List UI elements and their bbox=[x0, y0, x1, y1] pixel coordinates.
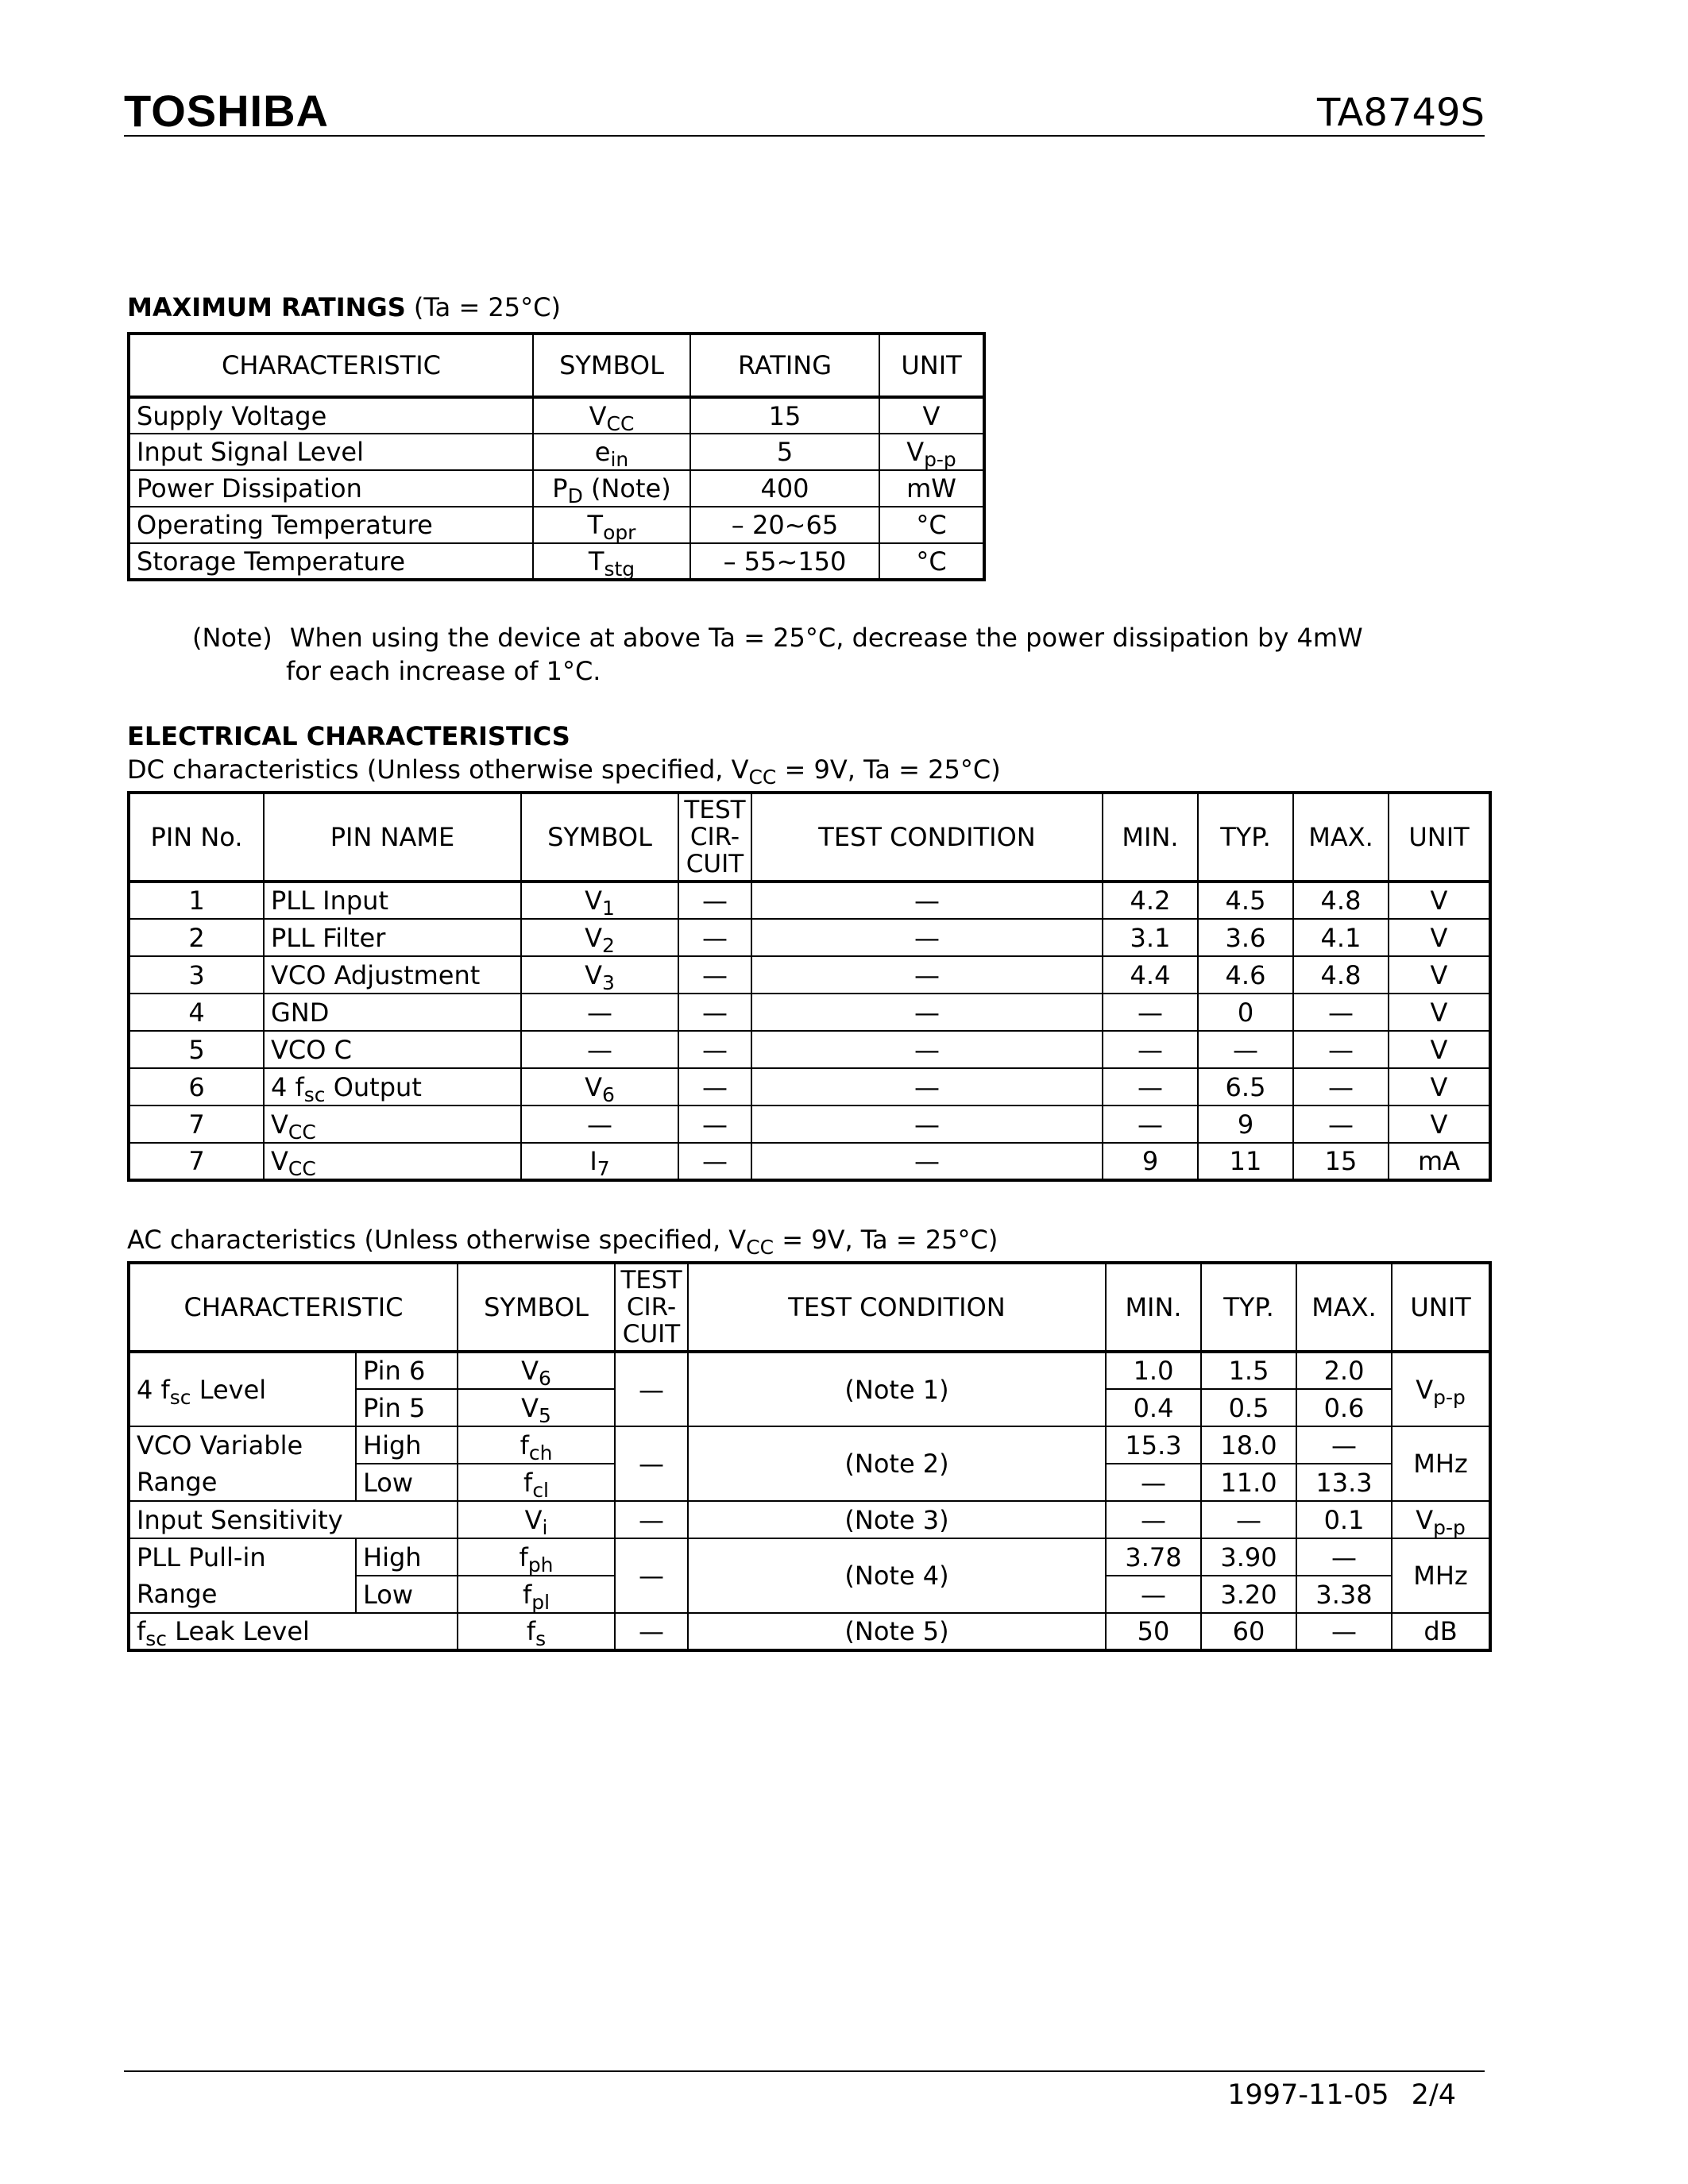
col-header: UNIT bbox=[1392, 1263, 1490, 1352]
cell-symbol: $f_{ph}$ bbox=[458, 1538, 615, 1576]
cell-sub-label: High bbox=[356, 1538, 458, 1576]
cell-typ: — bbox=[1201, 1501, 1296, 1538]
cell-pin-name: 4 $f_{sc}$ Output bbox=[264, 1068, 521, 1106]
note-text-line1: When using the device at above Ta = 25°C, decrease the power dissipation by 4mW bbox=[289, 623, 1363, 653]
cell-typ: 60 bbox=[1201, 1613, 1296, 1650]
cell-condition: — bbox=[751, 1031, 1103, 1068]
cell-circuit: — bbox=[615, 1613, 688, 1650]
max-ratings-table bbox=[127, 332, 986, 581]
cell-max: — bbox=[1296, 1426, 1392, 1464]
cell-unit: V bbox=[1389, 919, 1490, 956]
cell-sub-label: High bbox=[356, 1426, 458, 1464]
cell-sub-label: Low bbox=[356, 1464, 458, 1501]
table-row bbox=[129, 397, 984, 434]
cell-max: 4.1 bbox=[1293, 919, 1389, 956]
cell-min: — bbox=[1103, 1106, 1198, 1143]
cell-condition: (Note 3) bbox=[688, 1501, 1106, 1538]
max-ratings-note bbox=[192, 621, 1363, 654]
table-row bbox=[129, 1068, 1490, 1106]
ac-caption: AC characteristics (Unless otherwise specified, $V_{CC} = 9V$, Ta = 25°C) bbox=[127, 1225, 999, 1259]
cell-min: 3.78 bbox=[1106, 1538, 1201, 1576]
col-header: TYP. bbox=[1198, 793, 1293, 882]
cell-condition: — bbox=[751, 919, 1103, 956]
cell-symbol: $V_5$ bbox=[458, 1389, 615, 1426]
dc-caption: DC characteristics (Unless otherwise specified, $V_{CC} = 9V$, Ta = 25°C) bbox=[127, 754, 1001, 789]
note-label: (Note) bbox=[192, 623, 272, 653]
table-row bbox=[129, 919, 1490, 956]
cell-condition: — bbox=[751, 882, 1103, 919]
cell-pin-name: GND bbox=[264, 994, 521, 1031]
cell-circuit: — bbox=[678, 994, 751, 1031]
cell-condition: (Note 5) bbox=[688, 1613, 1106, 1650]
cell-max: 0.6 bbox=[1296, 1389, 1392, 1426]
cell-min: — bbox=[1106, 1501, 1201, 1538]
cell-circuit: — bbox=[615, 1426, 688, 1501]
cell-circuit: — bbox=[678, 1106, 751, 1143]
part-number: TA8749S bbox=[1316, 91, 1485, 135]
cell-typ: 9 bbox=[1198, 1106, 1293, 1143]
cell-circuit: — bbox=[678, 956, 751, 994]
cell-unit: $V_{p-p}$ bbox=[879, 434, 984, 470]
cell-unit: MHz bbox=[1392, 1426, 1490, 1501]
cell-pin: 4 bbox=[129, 994, 264, 1031]
cell-typ: 18.0 bbox=[1201, 1426, 1296, 1464]
cell-unit: °C bbox=[879, 543, 984, 580]
cell-typ: 4.5 bbox=[1198, 882, 1293, 919]
cell-unit: MHz bbox=[1392, 1538, 1490, 1613]
cell-characteristic: Operating Temperature bbox=[129, 507, 533, 543]
cell-unit: V bbox=[879, 397, 984, 434]
cell-symbol: $V_1$ bbox=[521, 882, 678, 919]
cell-unit: V bbox=[1389, 1106, 1490, 1143]
cell-max: 4.8 bbox=[1293, 956, 1389, 994]
cell-typ: 3.20 bbox=[1201, 1576, 1296, 1613]
cell-pin-name: VCO C bbox=[264, 1031, 521, 1068]
table-row bbox=[129, 470, 984, 507]
footer-divider bbox=[124, 2070, 1485, 2072]
cell-max: 2.0 bbox=[1296, 1352, 1392, 1389]
cell-min: 1.0 bbox=[1106, 1352, 1201, 1389]
table-row bbox=[129, 1538, 1490, 1576]
cell-characteristic: VCO Variable Range bbox=[129, 1426, 356, 1501]
cell-typ: 6.5 bbox=[1198, 1068, 1293, 1106]
col-header: MIN. bbox=[1103, 793, 1198, 882]
table-header-row bbox=[129, 1263, 1490, 1352]
cell-circuit: — bbox=[678, 882, 751, 919]
cell-pin: 6 bbox=[129, 1068, 264, 1106]
col-header: UNIT bbox=[879, 334, 984, 397]
col-header: MAX. bbox=[1293, 793, 1389, 882]
cell-circuit: — bbox=[615, 1538, 688, 1613]
cell-pin: 5 bbox=[129, 1031, 264, 1068]
cell-min: — bbox=[1103, 994, 1198, 1031]
col-header: MIN. bbox=[1106, 1263, 1201, 1352]
cell-characteristic: 4 $f_{sc}$ Level bbox=[129, 1352, 356, 1426]
cell-unit: mW bbox=[879, 470, 984, 507]
cell-max: 4.8 bbox=[1293, 882, 1389, 919]
table-header-row bbox=[129, 334, 984, 397]
note-text-line2: for each increase of 1°C. bbox=[286, 656, 601, 686]
cell-symbol: $e_{in}$ bbox=[533, 434, 690, 470]
cell-rating: 5 bbox=[690, 434, 879, 470]
cell-min: 4.4 bbox=[1103, 956, 1198, 994]
cell-characteristic: Power Dissipation bbox=[129, 470, 533, 507]
cell-unit: $V_{p-p}$ bbox=[1392, 1501, 1490, 1538]
cell-symbol: $P_D$ (Note) bbox=[533, 470, 690, 507]
cell-circuit: — bbox=[678, 919, 751, 956]
cell-circuit: — bbox=[615, 1352, 688, 1426]
cell-typ: 1.5 bbox=[1201, 1352, 1296, 1389]
cell-condition: (Note 1) bbox=[688, 1352, 1106, 1426]
table-row bbox=[129, 1143, 1490, 1180]
cell-max: — bbox=[1293, 994, 1389, 1031]
cell-condition: (Note 4) bbox=[688, 1538, 1106, 1613]
table-row bbox=[129, 882, 1490, 919]
footer-page-number: 2/4 bbox=[1411, 2079, 1456, 2111]
table-row bbox=[129, 1501, 1490, 1538]
cell-min: 50 bbox=[1106, 1613, 1201, 1650]
cell-circuit: — bbox=[678, 1068, 751, 1106]
table-row bbox=[129, 1426, 1490, 1464]
col-header: TEST CONDITION bbox=[688, 1263, 1106, 1352]
cell-pin: 2 bbox=[129, 919, 264, 956]
cell-pin-name: PLL Input bbox=[264, 882, 521, 919]
cell-unit: V bbox=[1389, 956, 1490, 994]
max-ratings-title: MAXIMUM RATINGS bbox=[127, 292, 406, 322]
cell-pin: 7 bbox=[129, 1106, 264, 1143]
cell-unit: V bbox=[1389, 882, 1490, 919]
cell-max: 13.3 bbox=[1296, 1464, 1392, 1501]
col-header: SYMBOL bbox=[533, 334, 690, 397]
brand-logo: TOSHIBA bbox=[124, 86, 329, 136]
table-row bbox=[129, 1613, 1490, 1650]
cell-max: 3.38 bbox=[1296, 1576, 1392, 1613]
cell-characteristic: Input Sensitivity bbox=[129, 1501, 458, 1538]
table-row bbox=[129, 956, 1490, 994]
cell-max: — bbox=[1296, 1613, 1392, 1650]
cell-min: 4.2 bbox=[1103, 882, 1198, 919]
cell-symbol: $V_3$ bbox=[521, 956, 678, 994]
col-header: CHARACTERISTIC bbox=[129, 334, 533, 397]
cell-sub-label: Low bbox=[356, 1576, 458, 1613]
cell-rating: – 55~150 bbox=[690, 543, 879, 580]
col-header: UNIT bbox=[1389, 793, 1490, 882]
col-header-test-circuit: TEST CIR- CUIT bbox=[615, 1263, 688, 1352]
cell-min: 15.3 bbox=[1106, 1426, 1201, 1464]
cell-typ: 0.5 bbox=[1201, 1389, 1296, 1426]
cell-rating: – 20~65 bbox=[690, 507, 879, 543]
cell-condition: — bbox=[751, 1106, 1103, 1143]
cell-min: — bbox=[1103, 1068, 1198, 1106]
col-header: TYP. bbox=[1201, 1263, 1296, 1352]
cell-symbol: — bbox=[521, 1106, 678, 1143]
cell-symbol: $V_6$ bbox=[458, 1352, 615, 1389]
table-row bbox=[129, 543, 984, 580]
cell-condition: — bbox=[751, 1143, 1103, 1180]
col-header-test-circuit: TEST CIR- CUIT bbox=[678, 793, 751, 882]
cell-pin-name: PLL Filter bbox=[264, 919, 521, 956]
cell-unit: V bbox=[1389, 994, 1490, 1031]
cell-unit: mA bbox=[1389, 1143, 1490, 1180]
cell-max: — bbox=[1293, 1068, 1389, 1106]
table-row bbox=[129, 1352, 1490, 1389]
cell-typ: 11 bbox=[1198, 1143, 1293, 1180]
cell-pin-name: VCO Adjustment bbox=[264, 956, 521, 994]
cell-min: 0.4 bbox=[1106, 1389, 1201, 1426]
cell-condition: (Note 2) bbox=[688, 1426, 1106, 1501]
footer-date: 1997-11-05 bbox=[1227, 2079, 1389, 2111]
cell-unit: dB bbox=[1392, 1613, 1490, 1650]
col-header: MAX. bbox=[1296, 1263, 1392, 1352]
cell-characteristic: Storage Temperature bbox=[129, 543, 533, 580]
cell-characteristic: PLL Pull-in Range bbox=[129, 1538, 356, 1613]
cell-max: 0.1 bbox=[1296, 1501, 1392, 1538]
cell-condition: — bbox=[751, 956, 1103, 994]
footer bbox=[1227, 2076, 1456, 2114]
cell-unit: $V_{p-p}$ bbox=[1392, 1352, 1490, 1426]
cell-min: 9 bbox=[1103, 1143, 1198, 1180]
cell-max: — bbox=[1293, 1106, 1389, 1143]
table-row bbox=[129, 507, 984, 543]
cell-typ: 11.0 bbox=[1201, 1464, 1296, 1501]
cell-max: — bbox=[1293, 1031, 1389, 1068]
cell-circuit: — bbox=[678, 1143, 751, 1180]
table-row bbox=[129, 1031, 1490, 1068]
cell-pin: 7 bbox=[129, 1143, 264, 1180]
cell-symbol: $V_6$ bbox=[521, 1068, 678, 1106]
cell-circuit: — bbox=[678, 1031, 751, 1068]
cell-unit: °C bbox=[879, 507, 984, 543]
header-divider bbox=[124, 135, 1485, 137]
table-row bbox=[129, 1106, 1490, 1143]
table-row bbox=[129, 994, 1490, 1031]
cell-symbol: $I_7$ bbox=[521, 1143, 678, 1180]
cell-max: — bbox=[1296, 1538, 1392, 1576]
cell-pin-name: $V_{CC}$ bbox=[264, 1143, 521, 1180]
cell-pin-name: $V_{CC}$ bbox=[264, 1106, 521, 1143]
cell-min: — bbox=[1103, 1031, 1198, 1068]
col-header: PIN NAME bbox=[264, 793, 521, 882]
cell-typ: 3.90 bbox=[1201, 1538, 1296, 1576]
cell-circuit: — bbox=[615, 1501, 688, 1538]
cell-symbol: $f_{cl}$ bbox=[458, 1464, 615, 1501]
cell-symbol: — bbox=[521, 994, 678, 1031]
cell-unit: V bbox=[1389, 1031, 1490, 1068]
cell-sub-label: Pin 5 bbox=[356, 1389, 458, 1426]
max-ratings-condition: (Ta = 25°C) bbox=[413, 292, 561, 322]
cell-symbol: $T_{opr}$ bbox=[533, 507, 690, 543]
cell-typ: 4.6 bbox=[1198, 956, 1293, 994]
cell-rating: 15 bbox=[690, 397, 879, 434]
col-header: PIN No. bbox=[129, 793, 264, 882]
cell-symbol: $V_i$ bbox=[458, 1501, 615, 1538]
cell-max: 15 bbox=[1293, 1143, 1389, 1180]
cell-symbol: $V_2$ bbox=[521, 919, 678, 956]
col-header: SYMBOL bbox=[521, 793, 678, 882]
cell-min: 3.1 bbox=[1103, 919, 1198, 956]
cell-pin: 3 bbox=[129, 956, 264, 994]
cell-pin: 1 bbox=[129, 882, 264, 919]
dc-characteristics-table bbox=[127, 791, 1492, 1182]
col-header: TEST CONDITION bbox=[751, 793, 1103, 882]
col-header: RATING bbox=[690, 334, 879, 397]
cell-typ: — bbox=[1198, 1031, 1293, 1068]
cell-sub-label: Pin 6 bbox=[356, 1352, 458, 1389]
cell-condition: — bbox=[751, 1068, 1103, 1106]
cell-symbol: $f_{pl}$ bbox=[458, 1576, 615, 1613]
max-ratings-heading bbox=[127, 291, 561, 324]
ac-characteristics-table bbox=[127, 1261, 1492, 1652]
table-row bbox=[129, 434, 984, 470]
col-header: SYMBOL bbox=[458, 1263, 615, 1352]
cell-symbol: $V_{CC}$ bbox=[533, 397, 690, 434]
table-header-row bbox=[129, 793, 1490, 882]
cell-unit: V bbox=[1389, 1068, 1490, 1106]
col-header: CHARACTERISTIC bbox=[129, 1263, 458, 1352]
cell-condition: — bbox=[751, 994, 1103, 1031]
cell-typ: 0 bbox=[1198, 994, 1293, 1031]
cell-typ: 3.6 bbox=[1198, 919, 1293, 956]
cell-characteristic: Input Signal Level bbox=[129, 434, 533, 470]
electrical-heading: ELECTRICAL CHARACTERISTICS bbox=[127, 721, 570, 751]
cell-min: — bbox=[1106, 1576, 1201, 1613]
cell-symbol: $f_{ch}$ bbox=[458, 1426, 615, 1464]
cell-symbol: $T_{stg}$ bbox=[533, 543, 690, 580]
cell-rating: 400 bbox=[690, 470, 879, 507]
cell-characteristic: $f_{sc}$ Leak Level bbox=[129, 1613, 458, 1650]
cell-symbol: — bbox=[521, 1031, 678, 1068]
cell-symbol: $f_s$ bbox=[458, 1613, 615, 1650]
cell-min: — bbox=[1106, 1464, 1201, 1501]
cell-characteristic: Supply Voltage bbox=[129, 397, 533, 434]
